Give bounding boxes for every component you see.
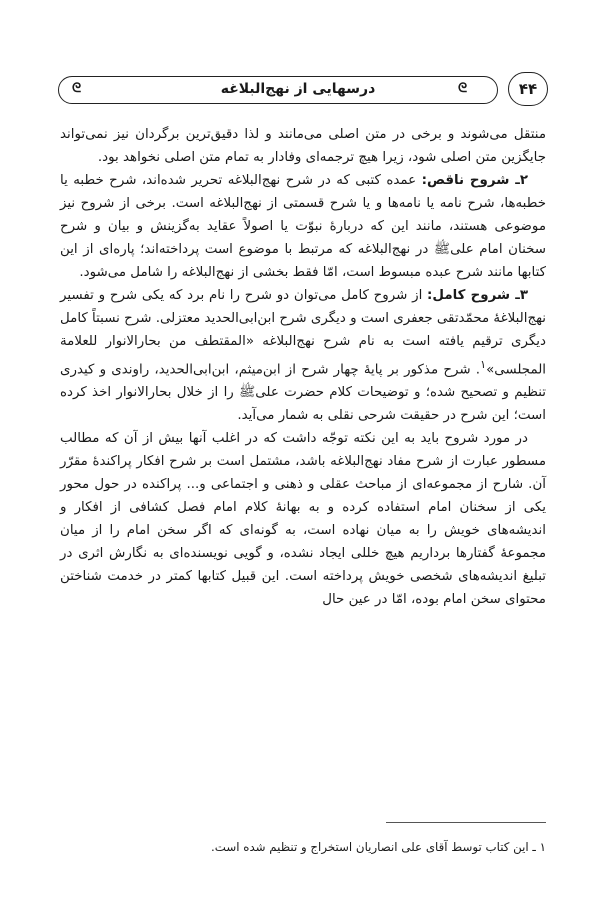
paragraph-4-text: در مورد شروح باید به این نکته توجّه داشت که در اغلب آنها بیش از آن که مطالب مسطور عبارت از شرح مفاد نهج‌البلاغه باشد، مشتمل است بر شرح افکار پراکندهٔ مقرّر آن. شارح از مجموعه‌ای از مباحث عقلی و ذهنی و اجتماعی و... پراکنده در حول محور یکی از سخنان امام استفاده کرده و به بهانهٔ کلام امام فصل کشافی از افکار و اندیشه‌های خویش را به میان نهاده است، به گونه‌ای که اگر سخن امام را از میان مجموعهٔ گفتارها برداریم هیچ خللی ایجاد نشده، و گویی نویسنده‌ای به نگارش اثری در تبلیغ اندیشه‌های شخصی خویش پرداخته است. این قبیل کتابها کمتر در خدمت شناختن محتوای سخن امام بوده، امّا در عین حال — [60, 431, 546, 608]
running-header — [58, 72, 548, 108]
header-title: درسهایی از نهج‌البلاغه — [220, 81, 376, 97]
paragraph-2 — [60, 169, 546, 284]
paragraph-2-text: عمده کتبی که در شرح نهج‌البلاغه تحریر شده‌اند، شرح خطبه یا خطبه‌ها، شرح نامه یا نامه‌ها و یا شرح قسمتی از نهج‌البلاغه است. برخی از شروح نیز موضوعی هستند، مانند این که دربارهٔ نبوّت یا اصولاً عقاید به‌گزینش و بیان و شرح سخنان امام علی‌ﷺ در نهج‌البلاغه که مرتبط با موضوع است پرداخته‌اند؛ پاره‌ای از این کتابها مانند شرح عبده مبسوط است، امّا فقط بخشی از نهج‌البلاغه را شامل می‌شود. — [60, 173, 546, 280]
paragraph-3-text: از شروح کامل می‌توان دو شرح را نام برد که یکی شرح و تفسیر نهج‌البلاغهٔ محمّدتقی جعفری است و دیگری شرح ابن‌ابی‌الحدید معتزلی. شرح نسبتاً کامل دیگری ترقیم یافته است به نام شرح نهج‌البلاغه «المقتطف من بحارالانوار للعلامة المجلسی» — [60, 288, 546, 378]
paragraph-3 — [60, 284, 546, 427]
body-text — [60, 123, 546, 611]
footnote-divider — [386, 822, 546, 823]
page-number: ۴۴ — [508, 72, 548, 106]
ornament-right-icon: ᘓ — [458, 81, 468, 96]
paragraph-4 — [60, 427, 546, 611]
ornament-left-icon: ᘓ — [72, 81, 82, 96]
paragraph-3-tail: . شرح مذکور بر پایهٔ چهار شرح از ابن‌میثم، ابن‌ابی‌الحدید، راوندی و کیدری تنظیم و تصحیح شده؛ و توضیحات کلام حضرت علی‌ﷺ را از خلال بحارالانوار اخذ کرده است؛ این شرح در حقیقت شرحی نقلی به شمار می‌آید. — [60, 362, 546, 424]
footnote-marker: ۱ — [480, 358, 487, 371]
paragraph-1-text: منتقل می‌شوند و برخی در متن اصلی می‌مانند و لذا دقیق‌ترین برگردان نیز نمی‌تواند جایگزین متن اصلی شود، زیرا هیچ ترجمه‌ای وفادار به تمام متن اصلی نخواهد بود. — [60, 127, 546, 165]
footnote: ۱ ـ این کتاب توسط آقای علی انصاریان استخراج و تنظیم شده است. — [211, 840, 546, 854]
paragraph-1 — [60, 123, 546, 169]
paragraph-2-heading: ۲ـ شروح ناقص: — [421, 173, 529, 188]
paragraph-3-heading: ۳ـ شروح کامل: — [427, 288, 528, 303]
